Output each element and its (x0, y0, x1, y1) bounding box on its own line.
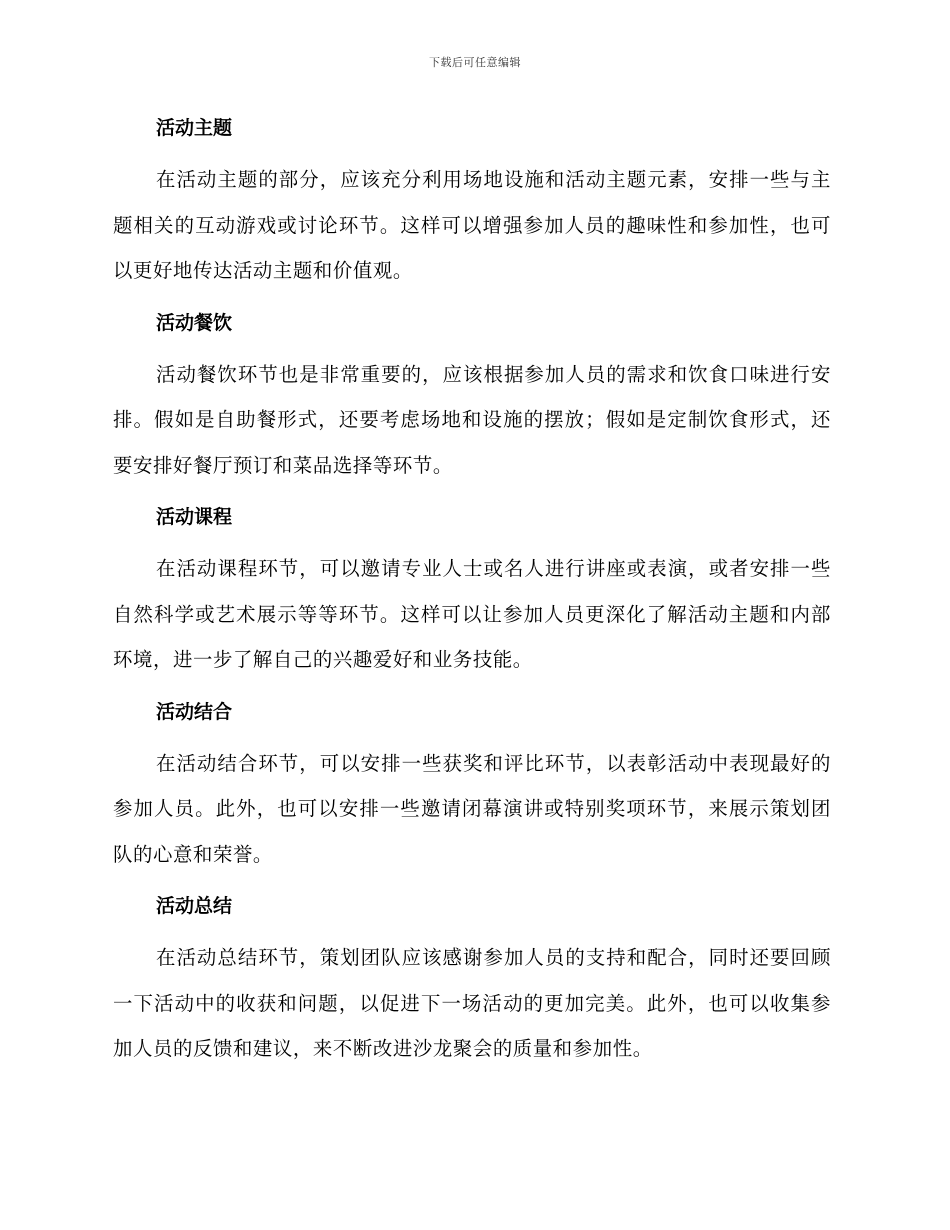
section-paragraph: 在活动总结环节，策划团队应该感谢参加人员的支持和配合，同时还要回顾一下活动中的收获和问题，以促进下一场活动的更加完美。此外，也可以收集参加人员的反馈和建议，来不断改进沙龙聚会的质量和参加性。 (113, 946, 831, 1060)
page-header-note: 下载后可任意编辑 (429, 56, 521, 69)
section-activity-combination (113, 696, 831, 878)
section-activity-catering (113, 307, 831, 489)
section-activity-theme (113, 112, 831, 294)
document-body (113, 112, 831, 1085)
section-heading: 活动结合 (156, 700, 233, 723)
section-paragraph: 在活动结合环节，可以安排一些获奖和评比环节，以表彰活动中表现最好的参加人员。此外，也可以安排一些邀请闭幕演讲或特别奖项环节，来展示策划团队的心意和荣誉。 (113, 751, 831, 866)
section-paragraph: 在活动主题的部分，应该充分利用场地设施和活动主题元素，安排一些与主题相关的互动游戏或讨论环节。这样可以增强参加人员的趣味性和参加性，也可以更好地传达活动主题和价值观。 (113, 168, 831, 282)
section-paragraph: 活动餐饮环节也是非常重要的，应该根据参加人员的需求和饮食口味进行安排。假如是自助餐形式，还要考虑场地和设施的摆放；假如是定制饮食形式，还要安排好餐厅预订和菜品选择等环节。 (113, 362, 831, 477)
section-paragraph: 在活动课程环节，可以邀请专业人士或名人进行讲座或表演，或者安排一些自然科学或艺术展示等等环节。这样可以让参加人员更深化了解活动主题和内部环境，进一步了解自己的兴趣爱好和业务技能。 (113, 557, 831, 671)
section-heading: 活动主题 (156, 117, 233, 139)
section-heading: 活动餐饮 (156, 311, 233, 334)
section-heading: 活动课程 (156, 506, 233, 528)
section-activity-summary (113, 890, 831, 1072)
section-activity-courses (113, 501, 831, 683)
section-heading: 活动总结 (156, 895, 233, 917)
